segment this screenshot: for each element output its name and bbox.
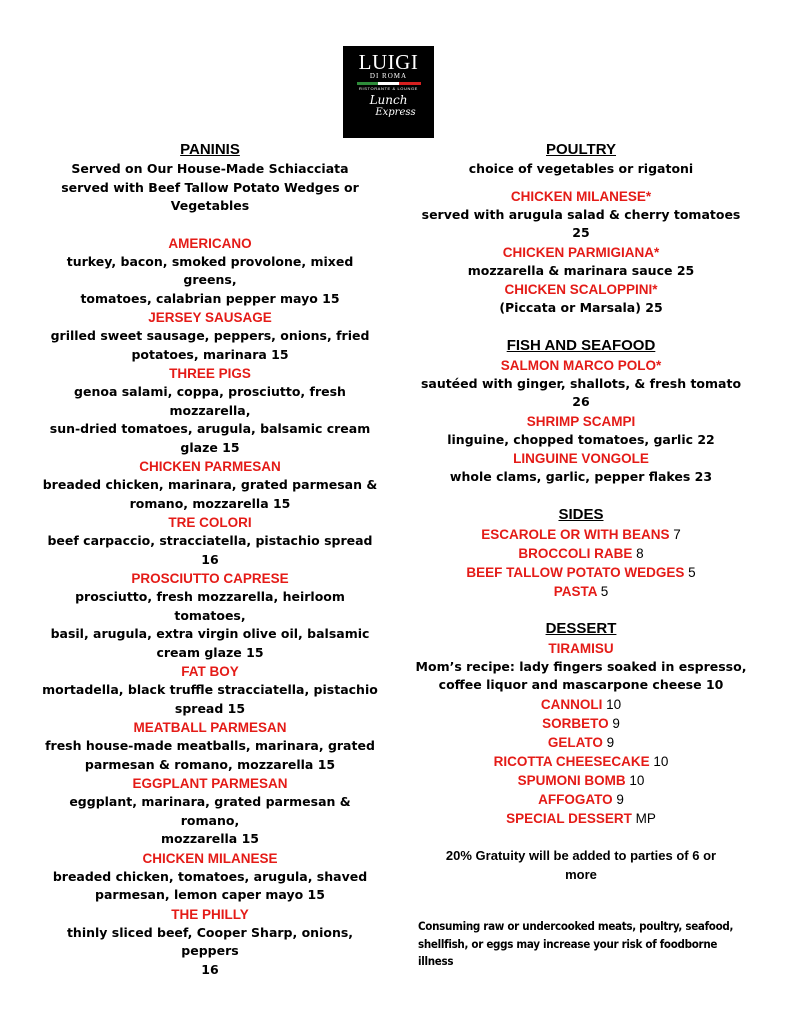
dessert-item-name: SPECIAL DESSERT (506, 810, 632, 826)
side-item-price: 8 (636, 545, 644, 561)
gratuity-note: more (565, 866, 597, 882)
menu-item-desc: linguine, chopped tomatoes, garlic 22 (447, 431, 715, 447)
dessert-item-price: 9 (612, 715, 620, 731)
dessert-item-price: 10 (606, 696, 622, 712)
menu-item-desc: thinly sliced beef, Cooper Sharp, onions, peppers (66, 924, 354, 958)
menu-item-name: JERSEY SAUSAGE (148, 310, 272, 325)
side-item (412, 563, 750, 582)
menu-item-desc: coffee liquor and mascarpone cheese 10 (438, 677, 724, 692)
menu-item-desc: (Piccata or Marsala) 25 (499, 300, 663, 315)
menu-item-desc: tomatoes, calabrian pepper mayo 15 (80, 290, 340, 306)
restaurant-logo (343, 46, 434, 138)
gratuity-note: 20% Gratuity will be added to parties of 6 or (445, 847, 717, 863)
dessert-item-price: 10 (629, 772, 645, 788)
dessert-item-price: 9 (616, 791, 624, 807)
side-item-name: ESCAROLE OR WITH BEANS (481, 526, 670, 542)
side-item-price: 7 (673, 526, 681, 542)
dessert-item (412, 809, 750, 828)
side-item-name: PASTA (553, 583, 597, 599)
side-item (412, 525, 750, 544)
dessert-item-price: 10 (653, 753, 669, 769)
section-title-sides: SIDES (558, 505, 604, 523)
menu-item-name: CHICKEN MILANESE (142, 850, 278, 866)
dessert-item-name: AFFOGATO (538, 791, 613, 807)
menu-item-desc: Mom’s recipe: lady fingers soaked in espresso, (415, 658, 747, 674)
dessert-item (412, 752, 750, 771)
dessert-item-name: CANNOLI (540, 696, 603, 712)
side-item (412, 582, 750, 601)
dessert-item (412, 790, 750, 809)
logo-script-express: Express (375, 107, 416, 118)
menu-item-desc: parmesan, lemon caper mayo 15 (95, 887, 325, 902)
dessert-item-name: SPUMONI BOMB (517, 772, 626, 788)
menu-item-desc: mozzarella & marinara sauce 25 (467, 262, 695, 278)
paninis-column (40, 140, 380, 979)
menu-item-name: SHRIMP SCAMPI (526, 413, 636, 429)
dessert-item-name: GELATO (547, 734, 603, 750)
dessert-item (412, 695, 750, 714)
menu-item-name: TIRAMISU (548, 640, 614, 656)
menu-item-desc: whole clams, garlic, pepper flakes 23 (449, 469, 713, 484)
menu-item-desc: served with arugula salad & cherry tomatoes 25 (421, 206, 741, 240)
section-title-paninis: PANINIS (180, 141, 240, 158)
menu-item-name: CHICKEN MILANESE* (510, 188, 652, 204)
menu-item-desc: potatoes, marinara 15 (131, 346, 289, 362)
menu-item-name: THREE PIGS (169, 366, 251, 381)
menu-item-desc: breaded chicken, marinara, grated parmesan & (42, 477, 378, 492)
section-title-dessert: DESSERT (545, 619, 617, 637)
menu-item-desc: mozzarella 15 (161, 831, 259, 846)
dessert-item-name: RICOTTA CHEESECAKE (493, 753, 650, 769)
menu-item-name: CHICKEN PARMESAN (139, 459, 281, 474)
menu-item-name: CHICKEN PARMIGIANA* (502, 244, 660, 260)
section-title-poultry: POULTRY (546, 141, 616, 158)
dessert-item (412, 714, 750, 733)
menu-item-desc: cream glaze 15 (156, 644, 264, 660)
menu-item-desc: mortadella, black truffle stracciatella, pistachio (42, 682, 378, 697)
logo-sub: DI ROMA (369, 72, 408, 80)
food-safety-warning (418, 918, 758, 971)
logo-brand: LUIGI (358, 50, 419, 74)
side-item-price: 5 (688, 564, 696, 580)
menu-item-name: PROSCIUTTO CAPRESE (131, 571, 289, 586)
menu-item-name: CHICKEN SCALOPPINI* (504, 282, 658, 297)
menu-item-desc: parmesan & romano, mozzarella 15 (84, 756, 336, 772)
menu-item-desc: glaze 15 (180, 439, 240, 455)
side-item-name: BEEF TALLOW POTATO WEDGES (466, 564, 685, 580)
menu-item-desc: 16 (201, 961, 219, 977)
warning-line: shellfish, or eggs may increase your risk of foodborne (418, 936, 718, 951)
dessert-item-price: MP (635, 810, 656, 826)
menu-item-desc: prosciutto, fresh mozzarella, heirloom tomatoes, (75, 589, 345, 623)
menu-item-name: SALMON MARCO POLO* (500, 357, 662, 373)
paninis-intro-line: Vegetables (170, 198, 250, 213)
menu-item-desc: romano, mozzarella 15 (129, 495, 291, 511)
menu-item-name: LINGUINE VONGOLE (513, 451, 649, 466)
warning-line: Consuming raw or undercooked meats, poultry, seafood, (418, 919, 734, 933)
paninis-intro-line: Served on Our House-Made Schiacciata (71, 161, 349, 176)
menu-item-name: AMERICANO (168, 235, 252, 251)
menu-item-name: FAT BOY (181, 664, 239, 679)
side-item (412, 544, 750, 563)
warning-line: illness (418, 954, 454, 968)
dessert-item-name: SORBETO (542, 715, 609, 731)
menu-item-desc: grilled sweet sausage, peppers, onions, fried (50, 328, 370, 343)
dessert-item (412, 733, 750, 752)
menu-item-desc: sun-dried tomatoes, arugula, balsamic cream (49, 421, 371, 436)
paninis-intro-line: served with Beef Tallow Potato Wedges or (61, 179, 359, 195)
dessert-item-price: 9 (606, 734, 615, 750)
menu-item-name: TRE COLORI (168, 515, 252, 530)
menu-item-desc: fresh house-made meatballs, marinara, grated (45, 738, 375, 753)
poultry-intro: choice of vegetables or rigatoni (468, 161, 694, 176)
menu-item-desc: turkey, bacon, smoked provolone, mixed greens, (66, 253, 354, 287)
logo-script-lunch: Lunch (369, 93, 408, 107)
menu-item-desc: genoa salami, coppa, prosciutto, fresh mozzarella, (74, 384, 346, 418)
dessert-item (412, 771, 750, 790)
side-item-name: BROCCOLI RABE (518, 545, 633, 561)
right-column (412, 140, 750, 884)
menu-item-desc: breaded chicken, tomatoes, arugula, shaved (52, 868, 368, 884)
menu-item-desc: basil, arugula, extra virgin olive oil, balsamic (50, 626, 370, 641)
menu-item-desc: beef carpaccio, stracciatella, pistachio spread 16 (47, 533, 373, 567)
side-item-price: 5 (600, 583, 609, 599)
logo-tagline: RISTORANTE & LOUNGE (359, 86, 418, 91)
menu-item-name: THE PHILLY (171, 906, 249, 922)
menu-item-desc: spread 15 (174, 700, 246, 716)
menu-item-name: MEATBALL PARMESAN (133, 720, 287, 735)
section-title-fish: FISH AND SEAFOOD (506, 336, 656, 354)
menu-item-desc: sautéed with ginger, shallots, & fresh tomato 26 (420, 375, 742, 409)
menu-item-desc: eggplant, marinara, grated parmesan & romano, (69, 794, 351, 828)
menu-item-name: EGGPLANT PARMESAN (132, 776, 288, 791)
